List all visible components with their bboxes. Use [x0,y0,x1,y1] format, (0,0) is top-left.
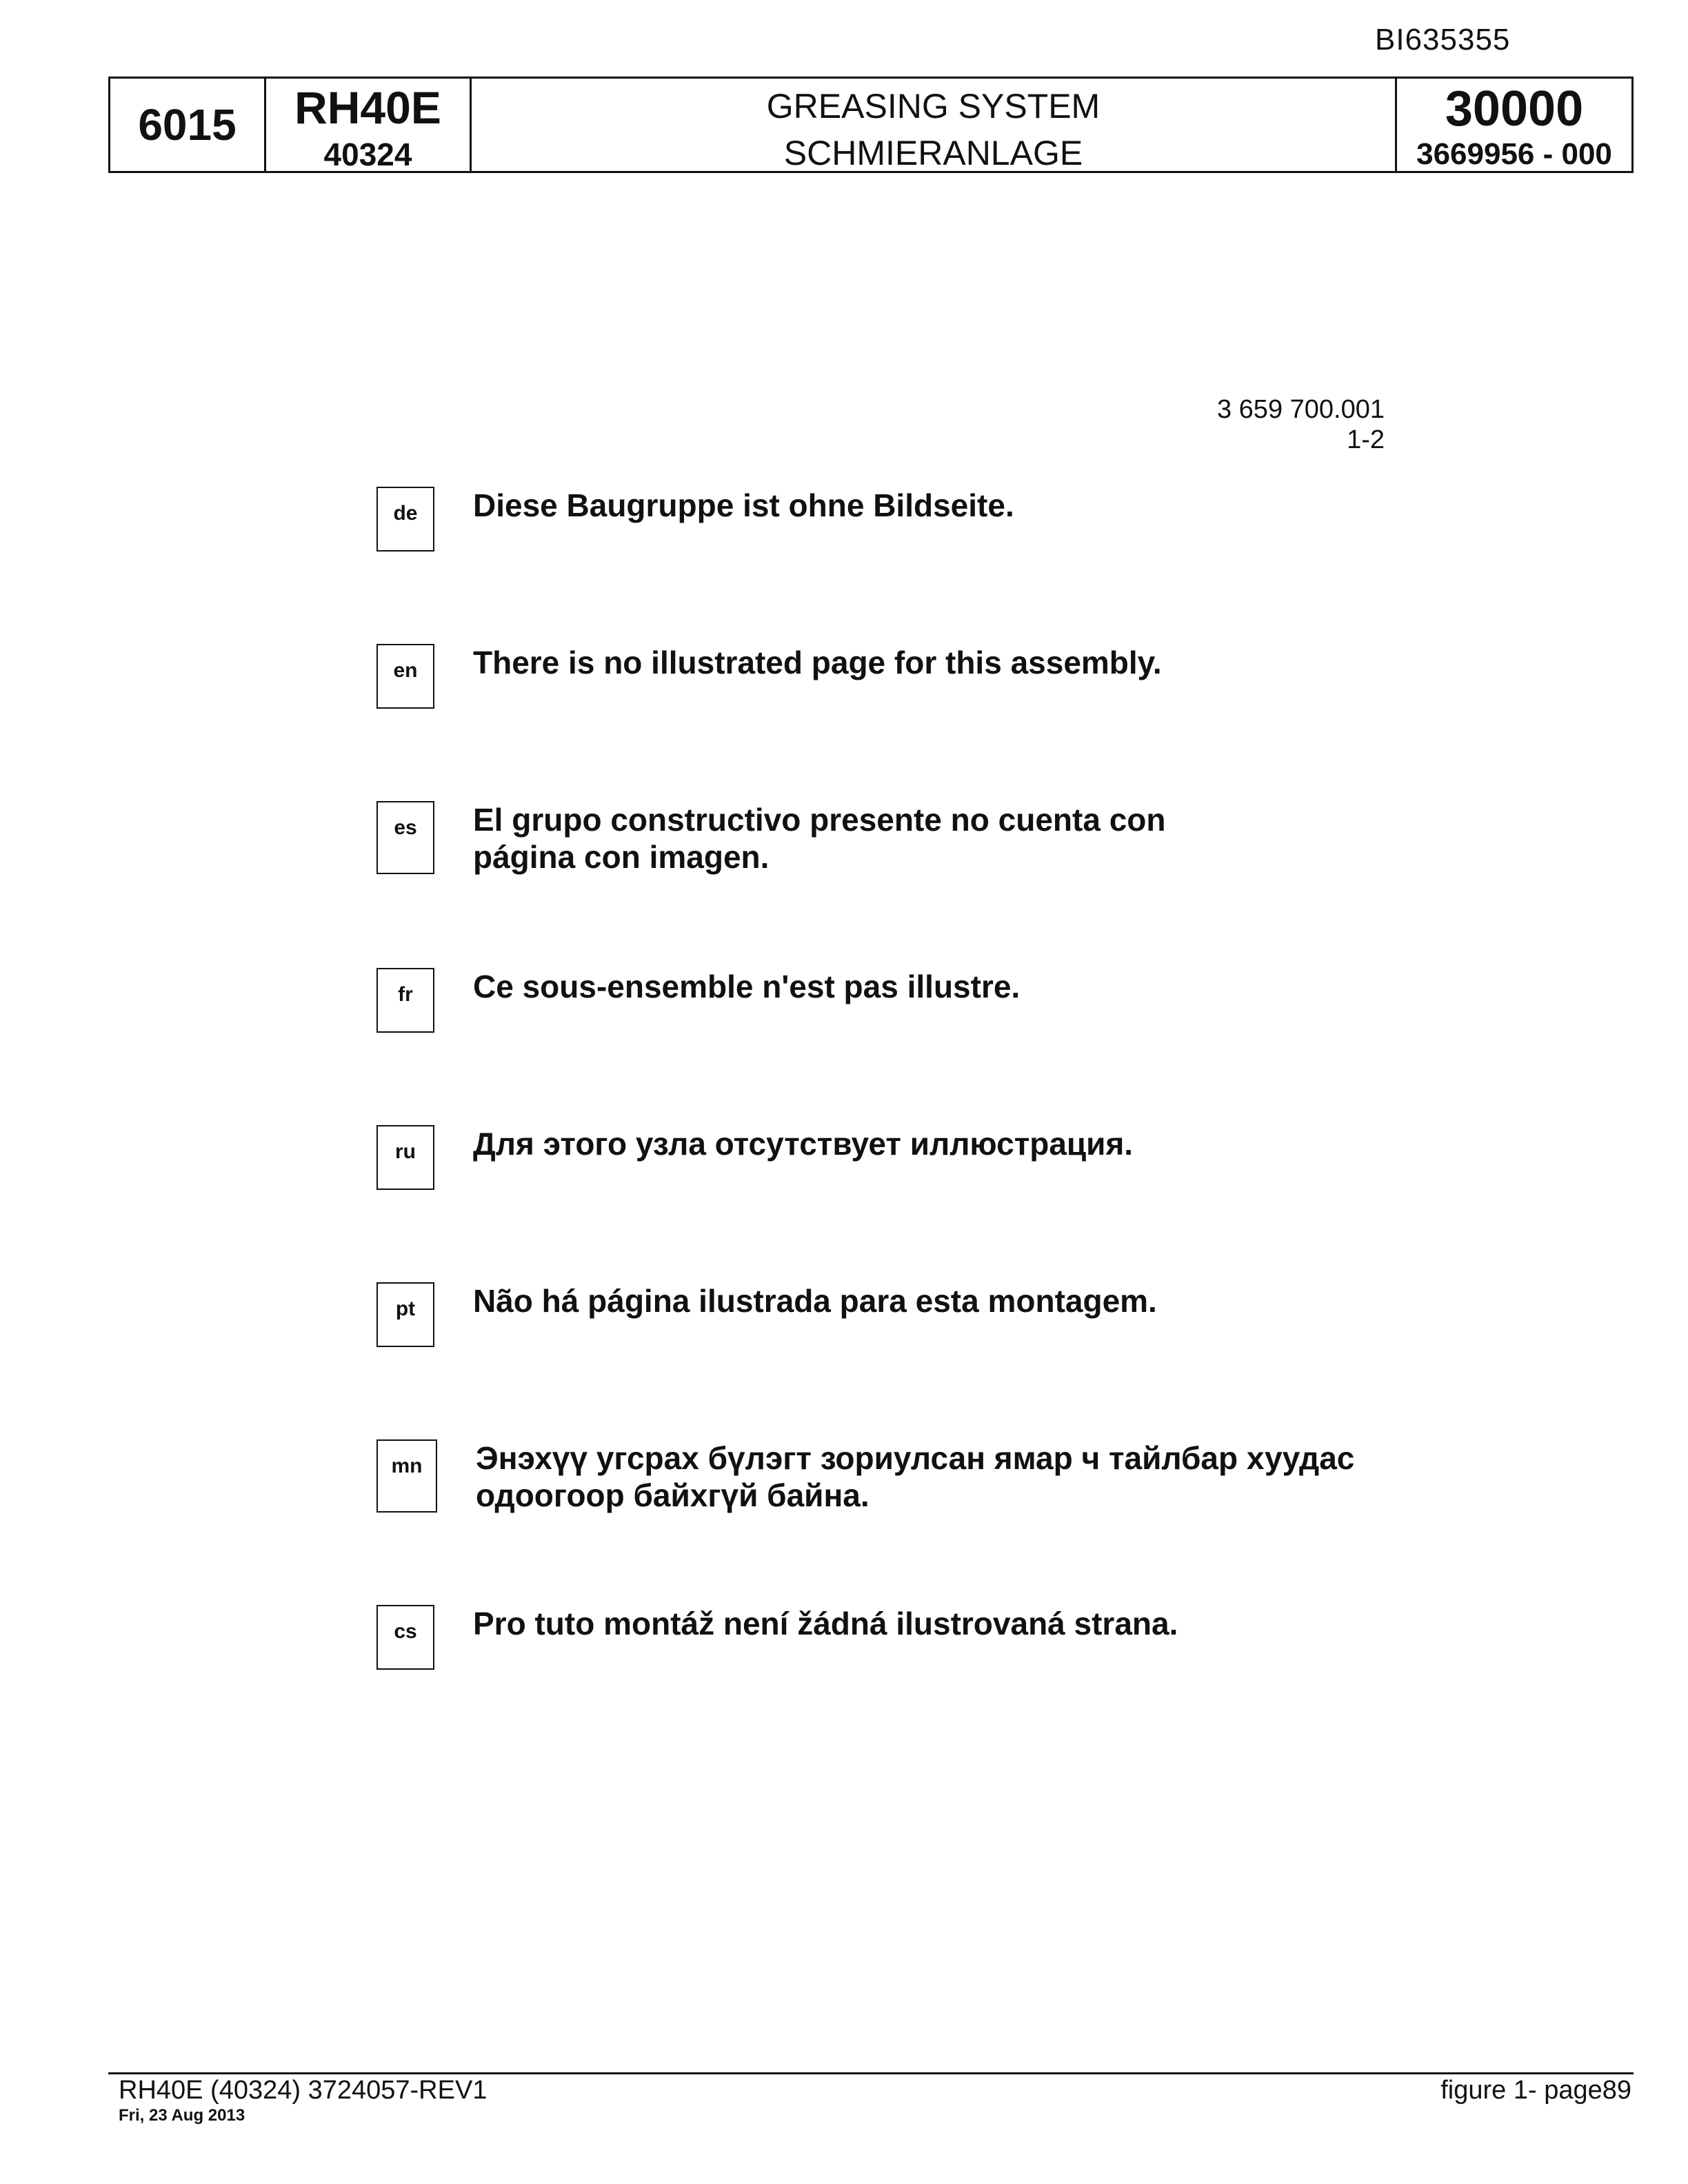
header-table [108,77,1634,173]
language-code-box: ru [376,1125,434,1190]
notice-fr [376,968,1411,1037]
notice-text: Ce sous-ensemble n'est pas illustre. [473,969,1021,1004]
language-code-box: mn [376,1439,437,1513]
model-name: RH40E [294,82,441,133]
notice-text: El grupo constructivo presente no cuenta con página con imagen. [473,802,1166,875]
notice-mn [376,1439,1411,1513]
document-id: BI635355 [1375,23,1511,57]
group-number-cell [110,79,266,171]
notice-text: Pro tuto montáž není žádná ilustrovaná strana. [473,1606,1178,1641]
model-number: 40324 [323,136,412,172]
language-code-box: es [376,801,434,874]
notice-cs [376,1605,1411,1674]
language-code-box: pt [376,1282,434,1347]
language-code-box: de [376,487,434,552]
notice-es [376,801,1411,875]
language-code-box: fr [376,968,434,1033]
sheet-number: 1-2 [1347,425,1385,454]
group-number: 6015 [138,100,237,150]
title-english: GREASING SYSTEM [766,87,1101,125]
drawing-number: 3 659 700.001 [1216,395,1385,424]
section-number: 30000 [1445,81,1584,136]
footer-divider [108,2072,1634,2074]
notice-ru [376,1125,1411,1194]
language-code-box: cs [376,1605,434,1670]
footer-document-reference: RH40E (40324) 3724057-REV1 [119,2076,488,2105]
notice-en [376,644,1411,713]
language-code-box: en [376,644,434,709]
notice-de [376,487,1411,556]
title-cell [472,79,1397,171]
section-number-cell [1397,79,1631,171]
footer-page-reference: figure 1- page89 [1440,2076,1631,2105]
notice-text: Não há página ilustrada para esta montagem. [473,1283,1157,1319]
model-cell [266,79,472,171]
notice-text: Для этого узла отсутствует иллюстрация. [473,1126,1134,1162]
notice-text: Diese Baugruppe ist ohne Bildseite. [473,487,1014,523]
footer-date: Fri, 23 Aug 2013 [119,2106,245,2125]
notice-pt [376,1282,1411,1351]
part-number: 3669956 - 000 [1416,137,1612,171]
notice-text: There is no illustrated page for this assembly. [473,645,1162,680]
title-german: SCHMIERANLAGE [783,134,1083,172]
notice-text: Энэхүү угсрах бүлэгт зориулсан ямар ч тайлбар хуудас одоогоор байхгүй байна. [476,1440,1355,1513]
drawing-reference [1217,394,1385,455]
